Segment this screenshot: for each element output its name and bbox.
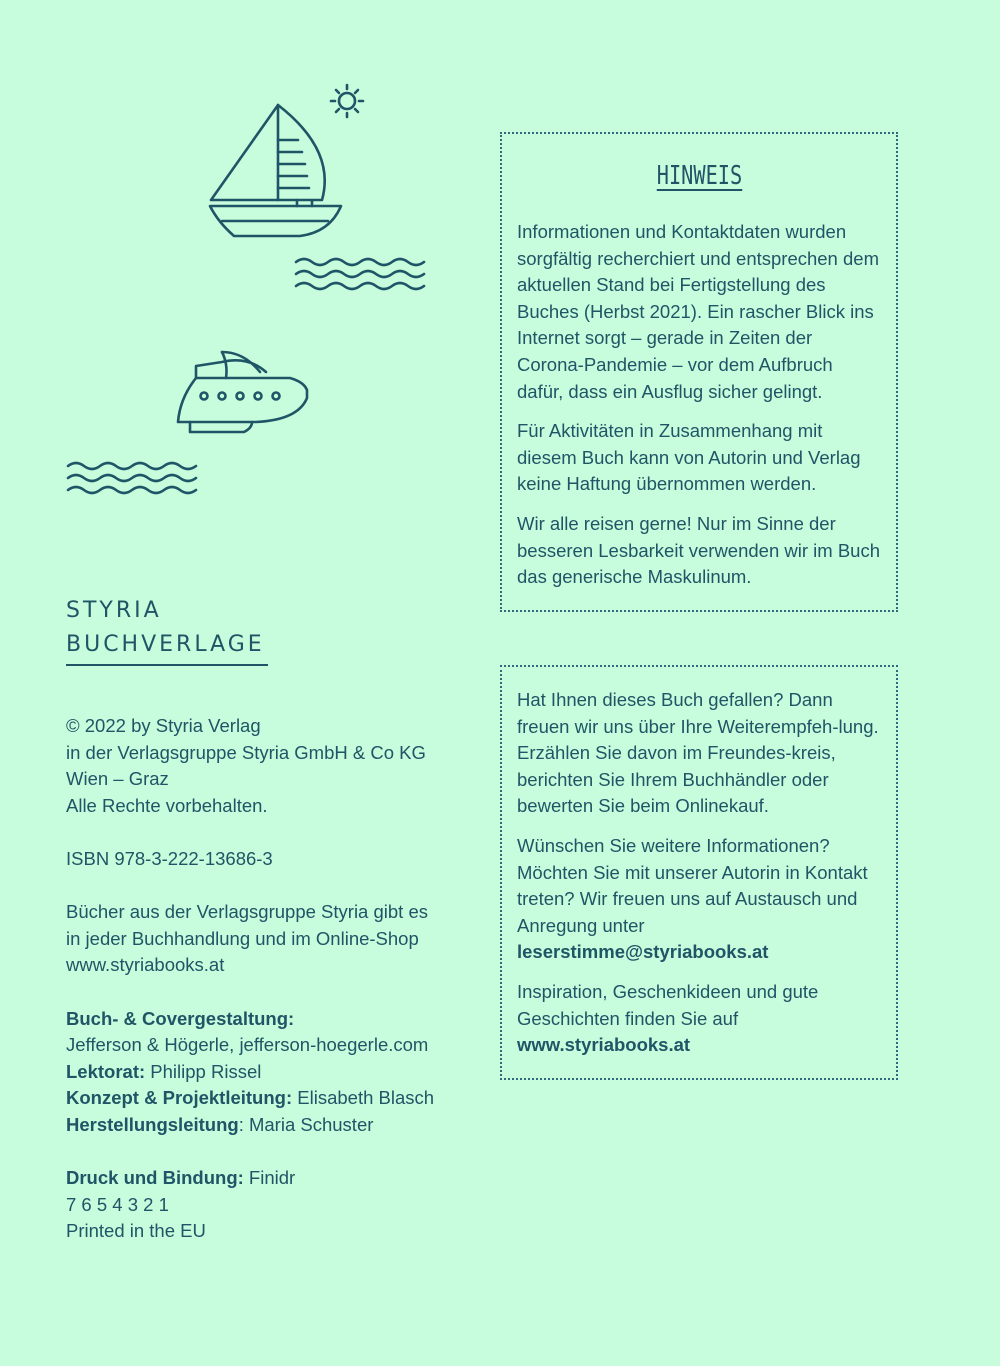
contact-text: Inspiration, Geschenkideen und gute Geschichten finden Sie auf (517, 980, 819, 1029)
illustrations (0, 0, 500, 520)
availability-text: in jeder Buchhandlung und im Online-Shop (66, 927, 419, 949)
credit-label: Lektorat: (66, 1060, 146, 1082)
credit-value: : Maria Schuster (238, 1113, 374, 1135)
print-block (66, 1165, 486, 1245)
logo-line: STYRIA (66, 598, 162, 623)
copyright-block (66, 713, 486, 819)
credits-block (66, 1006, 486, 1139)
contact-paragraph: Hat Ihnen dieses Buch gefallen? Dann freuen wir uns über Ihre Weiterempfeh-lung. Erzählen Sie davon im Freundes-kreis, berichten Sie Ihrem Buchhändler oder bewerten Sie beim Onlinekauf. (517, 689, 879, 817)
availability-text: Bücher aus der Verlagsgruppe Styria gibt es (66, 901, 428, 923)
sun-icon (331, 85, 363, 117)
credit-value: Finidr (243, 1167, 296, 1189)
rights: Alle Rechte vorbehalten. (66, 794, 268, 816)
notice-paragraph: Informationen und Kontaktdaten wurden sorgfältig recherchiert und entsprechen dem aktuellen Stand bei Fertigstellung des Buches (Herbst 2021). Ein rascher Blick ins Internet sorgt – gerade in Zeiten der Corona-Pandemie – vor dem Aufbruch dafür, dass ein Ausflug sicher gelingt. (517, 221, 879, 402)
waves-icon (296, 259, 424, 289)
motorboat-icon (178, 352, 307, 432)
logo-underline (66, 664, 268, 666)
credit-value: Philipp Rissel (145, 1060, 262, 1082)
credit-value: Jefferson & Högerle, jefferson-hoegerle.com (66, 1034, 429, 1056)
copyright: © 2022 by Styria Verlag (66, 715, 261, 736)
availability-block (66, 899, 486, 979)
credit-label: Konzept & Projektleitung: (66, 1087, 293, 1109)
logo-line: BUCHVERLAGE (66, 632, 265, 657)
publisher-name: in der Verlagsgruppe Styria GmbH & Co KG (66, 741, 426, 763)
publisher-logo (66, 594, 265, 662)
imprint (66, 713, 486, 1245)
notice-box (500, 132, 898, 612)
website-link[interactable]: www.styriabooks.at (517, 1034, 691, 1056)
notice-heading: HINWEIS (656, 161, 743, 191)
availability-url[interactable]: www.styriabooks.at (66, 954, 225, 976)
printed-in: Printed in the EU (66, 1220, 206, 1242)
contact-paragraph (517, 979, 882, 1059)
email-link[interactable]: leserstimme@styriabooks.at (517, 941, 769, 963)
credit-label: Herstellungsleitung (66, 1113, 239, 1135)
credit-value: Elisabeth Blasch (292, 1087, 435, 1109)
credit-label: Buch- & Covergestaltung: (66, 1007, 295, 1029)
print-run: 7 6 5 4 3 2 1 (66, 1193, 169, 1215)
contact-box (500, 665, 898, 1080)
contact-paragraph (517, 833, 882, 966)
notice-paragraph: Wir alle reisen gerne! Nur im Sinne der besseren Lesbarkeit verwenden wir im Buch das generische Maskulinum. (517, 512, 880, 588)
notice-paragraph: Für Aktivitäten in Zusammenhang mit diesem Buch kann von Autorin und Verlag keine Haftung übernommen werden. (517, 420, 861, 495)
credit-label: Druck und Bindung: (66, 1167, 244, 1189)
isbn: ISBN 978-3-222-13686-3 (66, 847, 273, 869)
contact-text: Wünschen Sie weitere Informationen? Möchten Sie mit unserer Autorin in Kontakt treten? Wir freuen uns auf Austausch und Anregung unter (517, 834, 868, 936)
sailboat-icon (210, 105, 341, 236)
waves-icon (68, 463, 196, 493)
location: Wien – Graz (66, 768, 169, 790)
